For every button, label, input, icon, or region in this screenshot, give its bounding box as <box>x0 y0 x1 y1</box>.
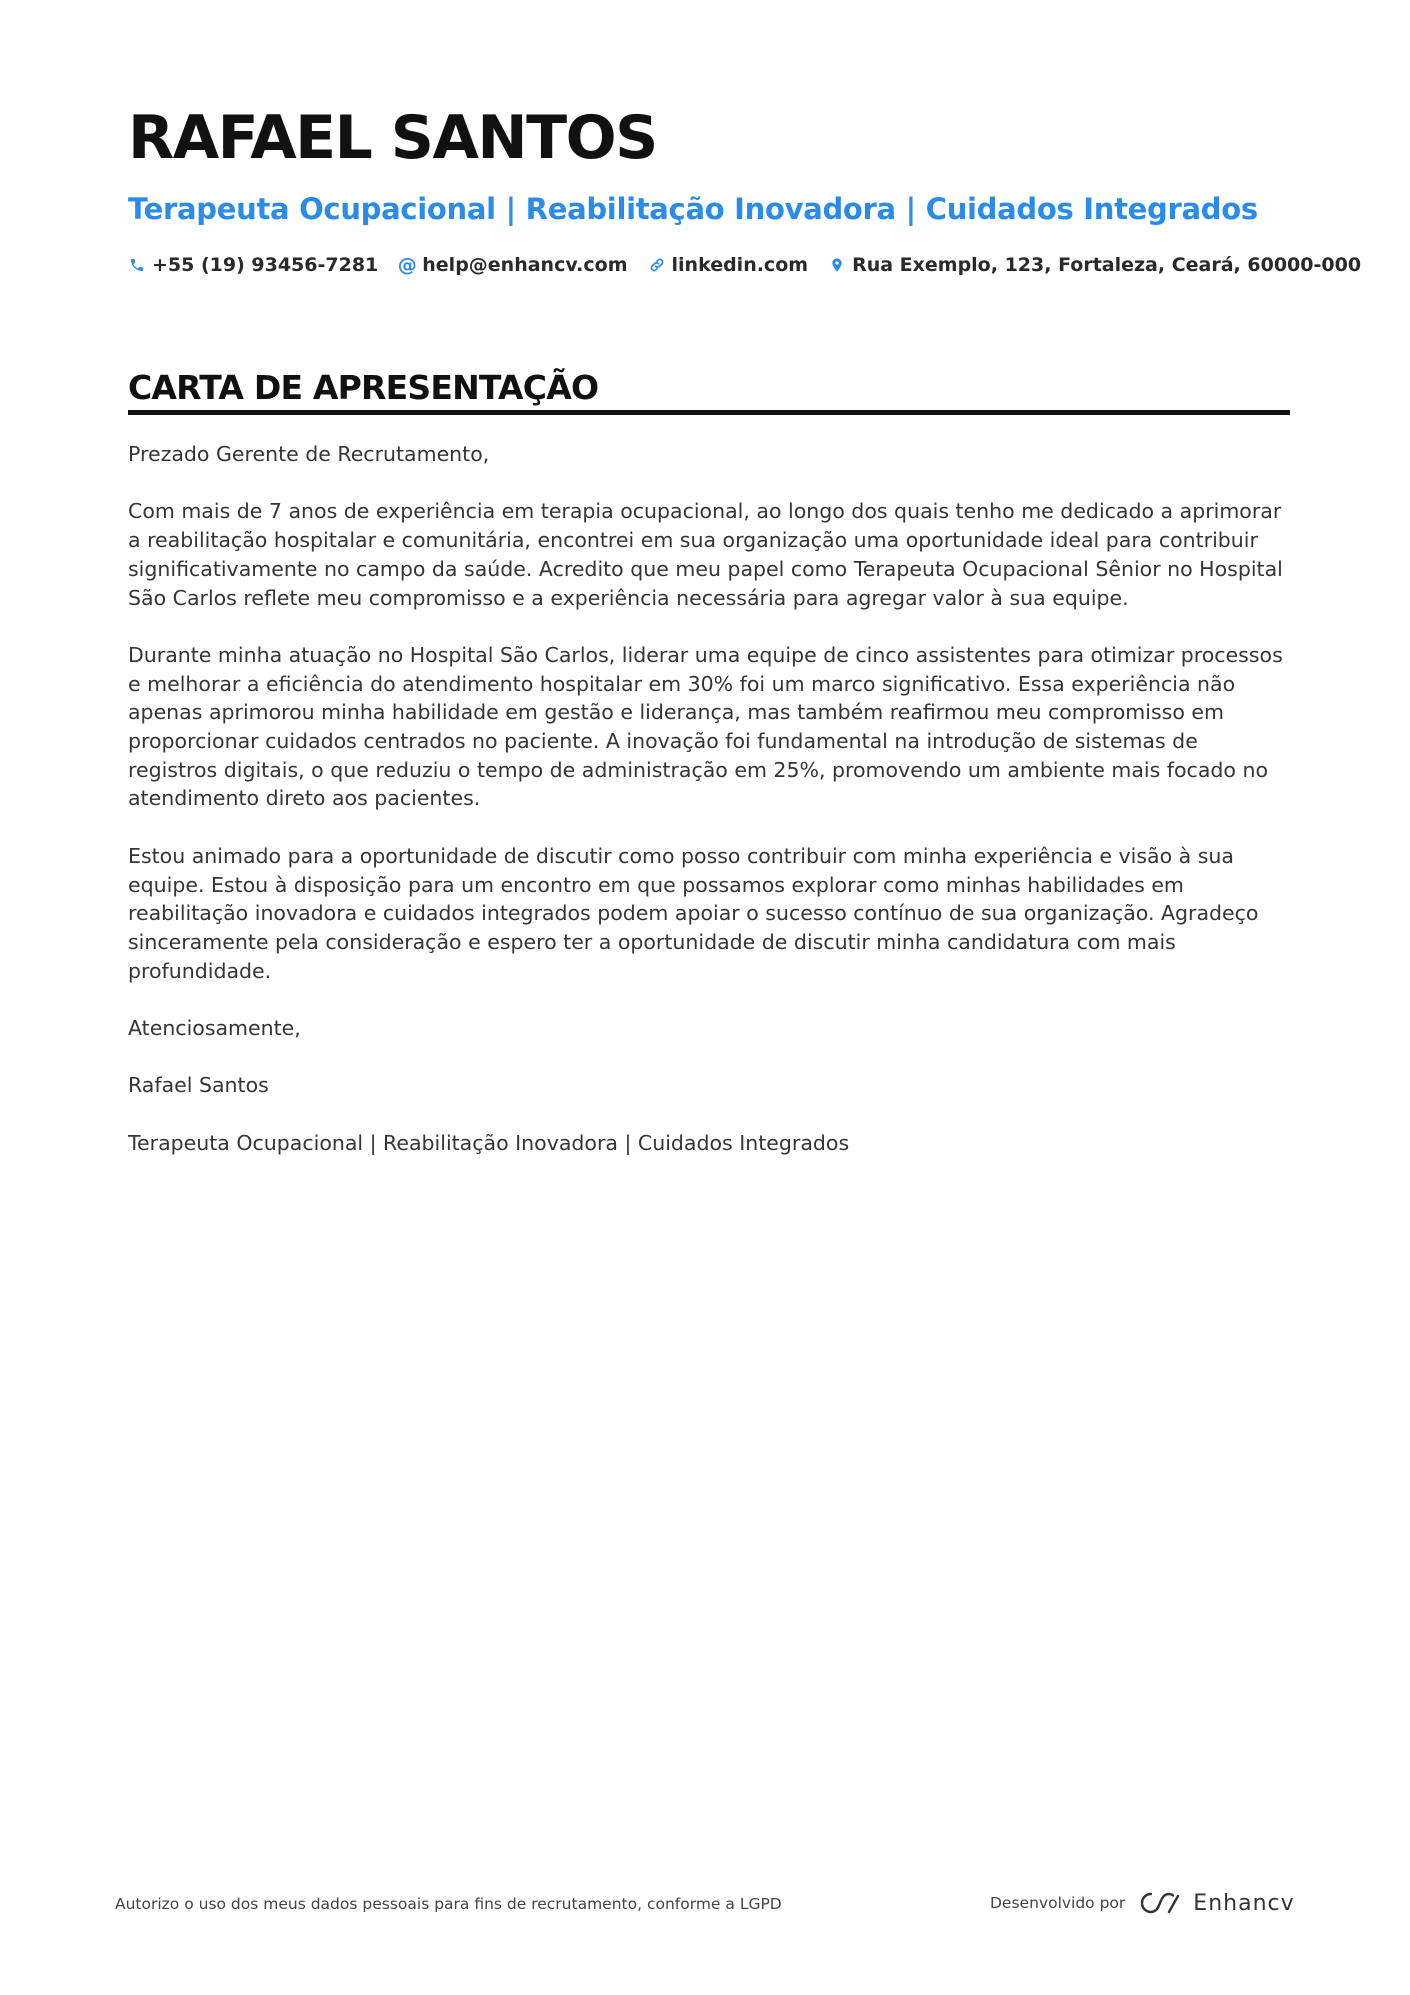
contact-phone-text: +55 (19) 93456-7281 <box>152 254 379 276</box>
letter-paragraph: Com mais de 7 anos de experiência em terapia ocupacional, ao longo dos quais tenho me dedicado a aprimorar a reabilitação hospitalar e comunitária, encontrei em sua organização uma oportunidade ideal para contribuir significativamente no campo da saúde. Acredito que meu papel como Terapeuta Ocupacional Sênior no Hospital São Carlos reflete meu compromisso e a experiência necessária para agregar valor à sua equipe. <box>128 499 1283 610</box>
powered-by-label: Desenvolvido por <box>990 1894 1126 1912</box>
letter-body <box>128 440 1293 1186</box>
letter-paragraph: Estou animado para a oportunidade de discutir como posso contribuir com minha experiência e visão à sua equipe. Estou à disposição para um encontro em que possamos explorar como minhas habilidades em reabilitação inovadora e cuidados integrados podem apoiar o sucesso contínuo de sua organização. Agradeço sinceramente pela consideração e espero ter a oportunidade de discutir minha candidatura com mais profundidade. <box>128 843 1259 983</box>
signature-name: Rafael Santos <box>128 1073 269 1098</box>
at-icon: @ <box>397 253 417 276</box>
contact-linkedin-text[interactable]: linkedin.com <box>671 254 809 276</box>
contact-email-text[interactable]: help@enhancv.com <box>422 254 628 276</box>
footer-branding[interactable] <box>990 1890 1295 1916</box>
footer-consent-text: Autorizo o uso dos meus dados pessoais para fins de recrutamento, conforme a LGPD <box>115 1895 782 1913</box>
contact-linkedin[interactable] <box>648 254 809 276</box>
link-icon <box>648 256 666 274</box>
candidate-name: RAFAEL SANTOS <box>128 103 657 173</box>
letter-closing: Atenciosamente, <box>128 1016 301 1040</box>
phone-icon <box>128 256 146 274</box>
letter-greeting: Prezado Gerente de Recrutamento, <box>128 442 490 466</box>
contact-email[interactable] <box>398 254 627 276</box>
location-pin-icon <box>828 256 846 274</box>
enhancv-logo-text: Enhancv <box>1193 1890 1295 1916</box>
contact-bar <box>128 254 1381 276</box>
contact-address <box>828 254 1361 276</box>
section-divider <box>128 410 1290 415</box>
enhancv-logo-icon <box>1137 1890 1183 1916</box>
letter-paragraph: Durante minha atuação no Hospital São Carlos, liderar uma equipe de cinco assistentes para otimizar processos e melhorar a eficiência do atendimento hospitalar em 30% foi um marco significativo. Essa experiência não apenas aprimorou minha habilidade em gestão e liderança, mas também reafirmou meu compromisso em proporcionar cuidados centrados no paciente. A inovação foi fundamental na introdução de sistemas de registros digitais, o que reduziu o tempo de administração em 25%, promovendo um ambiente mais focado no atendimento direto aos pacientes. <box>128 642 1283 811</box>
section-title: CARTA DE APRESENTAÇÃO <box>128 368 599 407</box>
signature-title: Terapeuta Ocupacional | Reabilitação Inovadora | Cuidados Integrados <box>128 1130 850 1155</box>
candidate-headline: Terapeuta Ocupacional | Reabilitação Inovadora | Cuidados Integrados <box>128 192 1258 226</box>
contact-phone <box>128 254 378 276</box>
contact-address-text: Rua Exemplo, 123, Fortaleza, Ceará, 60000-000 <box>852 254 1362 276</box>
